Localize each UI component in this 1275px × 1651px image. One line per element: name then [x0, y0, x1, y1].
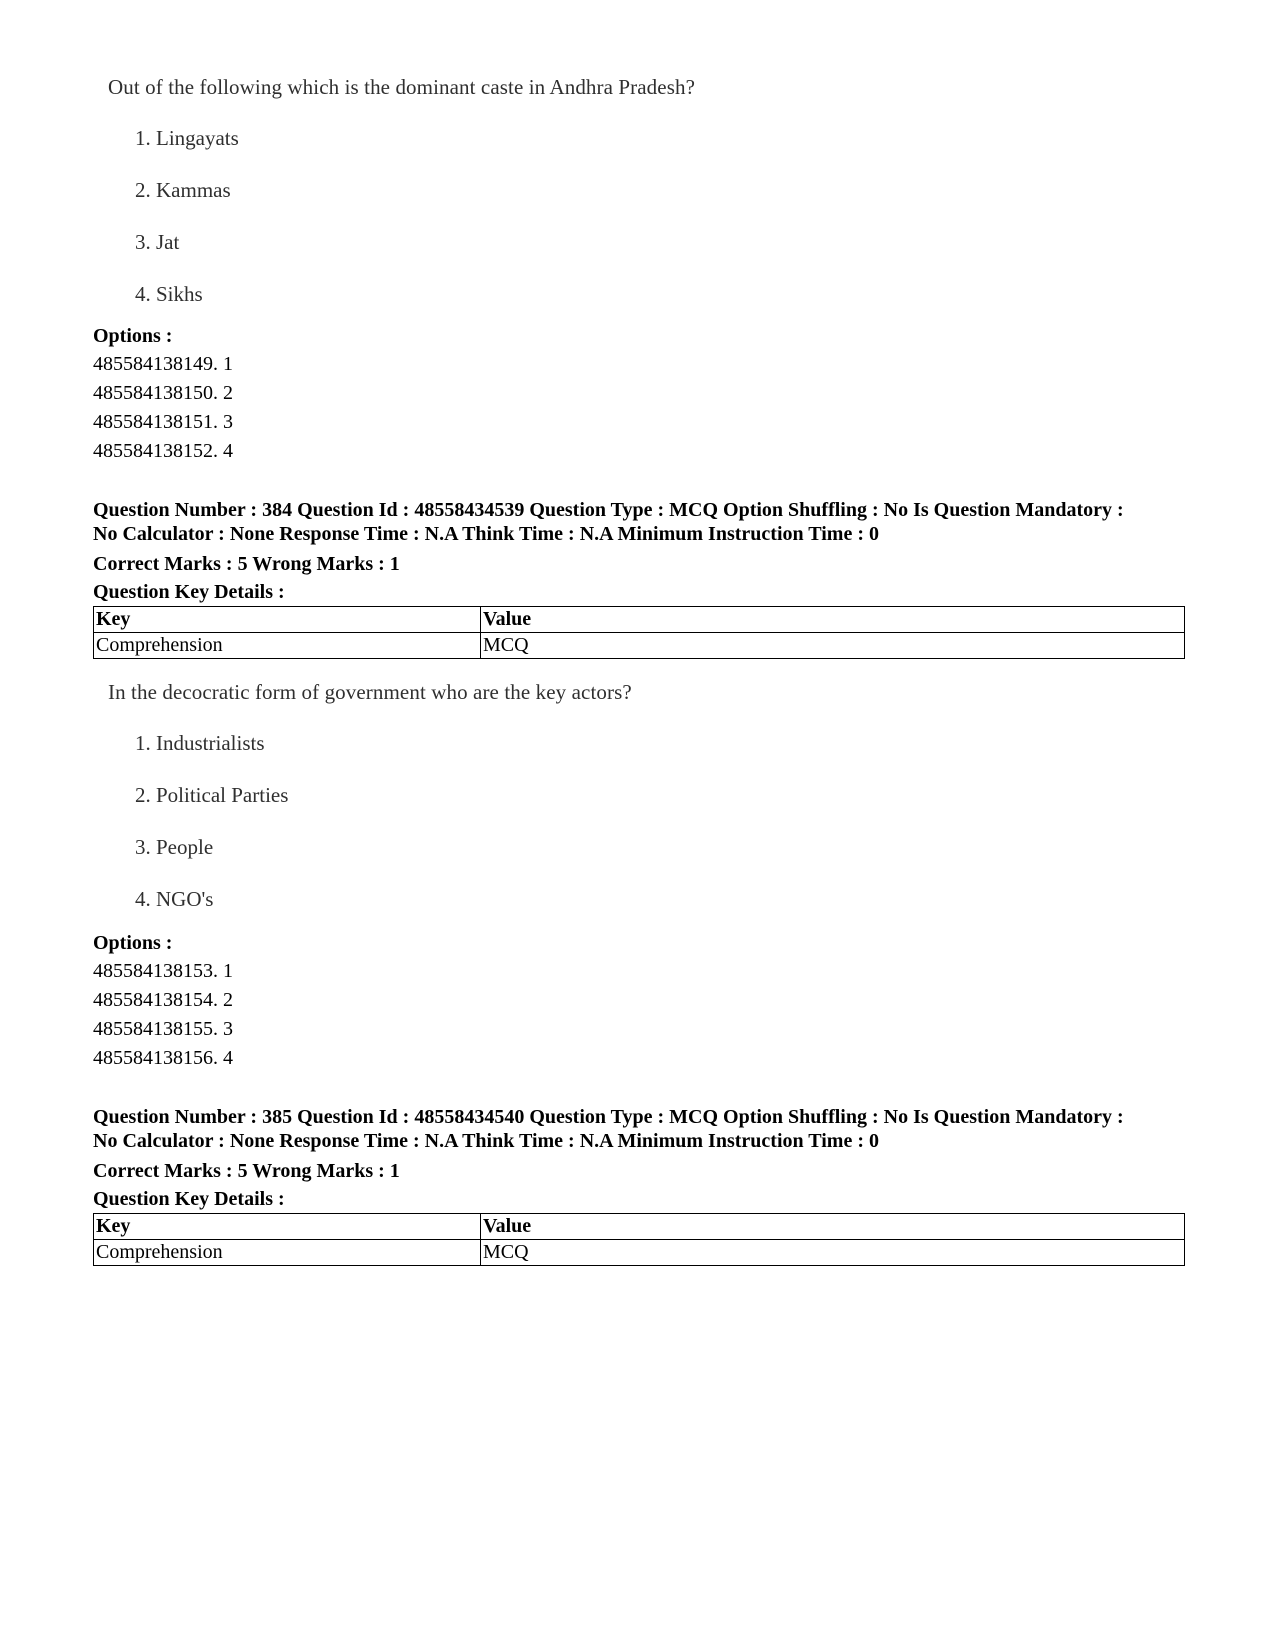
key-value-table-385	[93, 1213, 1185, 1266]
marks-line: Correct Marks : 5 Wrong Marks : 1	[93, 553, 400, 575]
meta-line-2: No Calculator : None Response Time : N.A Think Time : N.A Minimum Instruction Time : 0	[93, 1130, 879, 1152]
table-row	[94, 633, 1185, 659]
table-cell-value: MCQ	[481, 633, 1185, 659]
choice-1: 1. Industrialists	[135, 731, 265, 755]
option-item: 485584138149. 1	[93, 353, 233, 375]
table-header-row	[94, 607, 1185, 633]
table-cell-key: Comprehension	[94, 1240, 481, 1266]
choice-2: 2. Political Parties	[135, 783, 289, 807]
key-value-table-384	[93, 606, 1185, 659]
table-cell-key: Comprehension	[94, 633, 481, 659]
choice-3: 3. People	[135, 835, 214, 859]
choice-4: 4. Sikhs	[135, 282, 203, 306]
table-cell-value: MCQ	[481, 1240, 1185, 1266]
choice-4: 4. NGO's	[135, 887, 214, 911]
table-header-key: Key	[94, 1214, 481, 1240]
choice-3: 3. Jat	[135, 230, 180, 254]
option-item: 485584138151. 3	[93, 411, 233, 433]
table-header-value: Value	[481, 607, 1185, 633]
options-label: Options :	[93, 932, 173, 954]
marks-line: Correct Marks : 5 Wrong Marks : 1	[93, 1160, 400, 1182]
question-image-2	[108, 679, 868, 919]
key-details-label: Question Key Details :	[93, 1188, 285, 1210]
table-header-row	[94, 1214, 1185, 1240]
options-label: Options :	[93, 325, 173, 347]
option-item: 485584138152. 4	[93, 440, 233, 462]
question-text: Out of the following which is the dominant caste in Andhra Pradesh?	[108, 75, 695, 99]
table-header-key: Key	[94, 607, 481, 633]
meta-line-1: Question Number : 384 Question Id : 48558434539 Question Type : MCQ Option Shuffling : No Is Question Mandatory :	[93, 499, 1124, 521]
question-text: In the decocratic form of government who are the key actors?	[108, 680, 632, 704]
choice-2: 2. Kammas	[135, 178, 231, 202]
option-item: 485584138155. 3	[93, 1018, 233, 1040]
meta-line-2: No Calculator : None Response Time : N.A Think Time : N.A Minimum Instruction Time : 0	[93, 523, 879, 545]
options-block-2	[93, 929, 693, 1073]
option-item: 485584138153. 1	[93, 960, 233, 982]
table-row	[94, 1240, 1185, 1266]
options-block-1	[93, 322, 693, 466]
option-item: 485584138150. 2	[93, 382, 233, 404]
question-image-1	[108, 74, 868, 314]
meta-line-1: Question Number : 385 Question Id : 48558434540 Question Type : MCQ Option Shuffling : No Is Question Mandatory :	[93, 1106, 1124, 1128]
option-item: 485584138154. 2	[93, 989, 233, 1011]
choice-1: 1. Lingayats	[135, 126, 239, 150]
table-header-value: Value	[481, 1214, 1185, 1240]
question-meta-384	[93, 498, 1193, 606]
question-meta-385	[93, 1105, 1193, 1213]
option-item: 485584138156. 4	[93, 1047, 233, 1069]
key-details-label: Question Key Details :	[93, 581, 285, 603]
